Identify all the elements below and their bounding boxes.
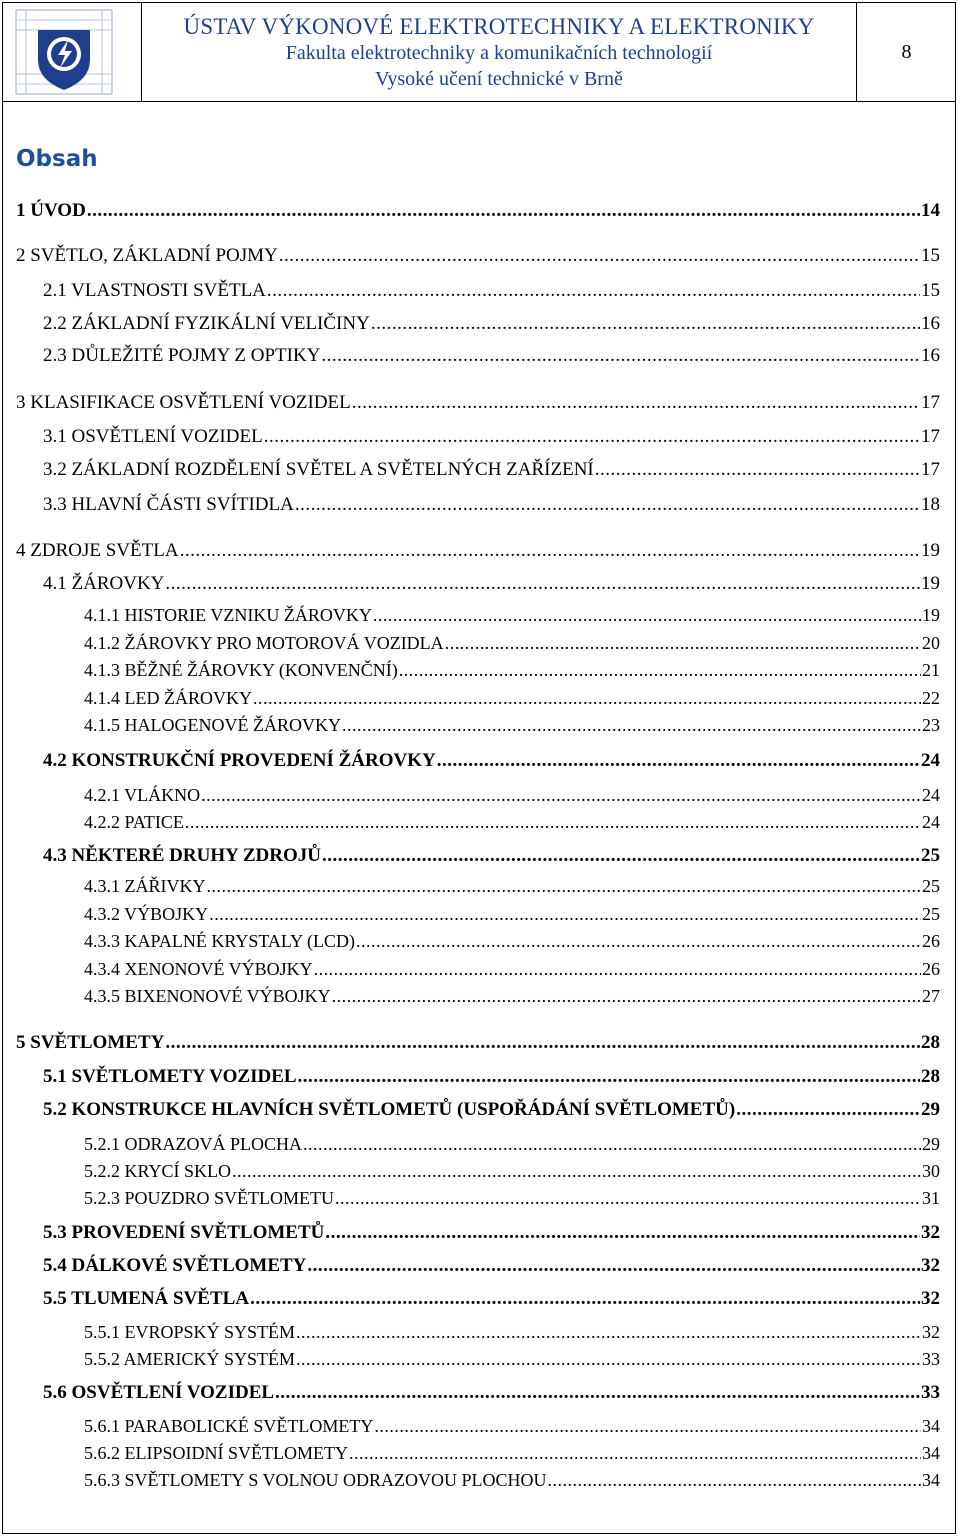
toc-entry[interactable]: [43, 750, 940, 772]
toc-entry-label: 3 KLASIFIKACE OSVĚTLENÍ VOZIDEL: [16, 392, 351, 413]
toc-entry-label: 4.1.5 HALOGENOVÉ ŽÁROVKY: [84, 715, 341, 735]
toc-entry-page: 16: [921, 345, 940, 366]
toc-entry-label: 4.3.3 KAPALNÉ KRYSTALY (LCD): [84, 931, 355, 951]
toc-entry[interactable]: [84, 1349, 940, 1370]
toc-entry[interactable]: [43, 1099, 940, 1121]
toc-entry-page: 25: [921, 845, 940, 866]
toc-dot-leader: [321, 345, 920, 367]
toc-dot-leader: [548, 1470, 922, 1491]
toc-entry-page: 33: [921, 1382, 940, 1403]
toc-entry[interactable]: [43, 345, 940, 367]
toc-dot-leader: [322, 845, 920, 867]
toc-dot-leader: [267, 280, 920, 302]
toc-entry[interactable]: [84, 1161, 940, 1182]
toc-entry-label: 4.2.2 PATICE: [84, 812, 184, 832]
toc-entry-page: 24: [921, 750, 940, 771]
toc-entry-label: 4.3.5 BIXENONOVÉ VÝBOJKY: [84, 986, 331, 1006]
toc-dot-leader: [595, 459, 920, 481]
toc-entry[interactable]: [84, 904, 940, 925]
toc-dot-leader: [335, 1188, 921, 1209]
header-title-block: [142, 2, 856, 102]
toc-entry-page: 23: [922, 715, 940, 735]
toc-entry[interactable]: [43, 459, 940, 481]
toc-dot-leader: [303, 1134, 921, 1155]
toc-entry-label: 4.1.4 LED ŽÁROVKY: [84, 688, 252, 708]
toc-entry[interactable]: [84, 959, 940, 980]
toc-dot-leader: [296, 1322, 921, 1343]
toc-dot-leader: [298, 1066, 920, 1088]
toc-dot-leader: [356, 931, 921, 952]
toc-entry-label: 2 SVĚTLO, ZÁKLADNÍ POJMY: [16, 245, 278, 266]
university-logo-icon: [2, 2, 142, 102]
toc-entry-label: 5.3 PROVEDENÍ SVĚTLOMETŮ: [43, 1222, 325, 1243]
toc-entry[interactable]: [43, 845, 940, 867]
toc-entry-page: 17: [921, 392, 940, 413]
toc-entry-label: 4.1.1 HISTORIE VZNIKU ŽÁROVKY: [84, 605, 372, 625]
toc-entry[interactable]: [84, 1188, 940, 1209]
toc-entry-label: 5.2.2 KRYCÍ SKLO: [84, 1161, 232, 1181]
toc-entry-page: 20: [922, 633, 940, 653]
toc-entry[interactable]: [43, 280, 940, 302]
toc-entry-page: 28: [921, 1032, 940, 1053]
toc-entry-page: 34: [922, 1416, 940, 1436]
toc-entry-page: 30: [922, 1161, 940, 1181]
toc-entry-page: 22: [922, 688, 940, 708]
toc-dot-leader: [209, 904, 921, 925]
toc-entry-page: 34: [922, 1443, 940, 1463]
toc-dot-leader: [325, 1222, 920, 1244]
toc-entry-label: 5.6 OSVĚTLENÍ VOZIDEL: [43, 1382, 275, 1403]
toc-entry-label: 3.2 ZÁKLADNÍ ROZDĚLENÍ SVĚTEL A SVĚTELNÝCH ZAŘÍZENÍ: [43, 459, 594, 480]
toc-entry[interactable]: [84, 1443, 940, 1464]
toc-entry[interactable]: [84, 931, 940, 952]
toc-entry[interactable]: [84, 715, 940, 736]
toc-dot-leader: [87, 200, 920, 222]
toc-entry[interactable]: [84, 688, 940, 709]
toc-entry-page: 32: [921, 1288, 940, 1309]
toc-entry[interactable]: [84, 1322, 940, 1343]
toc-entry[interactable]: [16, 1032, 940, 1054]
toc-entry[interactable]: [16, 540, 940, 562]
toc-dot-leader: [437, 750, 920, 772]
toc-entry-label: 4.2.1 VLÁKNO: [84, 785, 201, 805]
toc-dot-leader: [165, 573, 920, 595]
toc-entry-page: 18: [921, 494, 940, 515]
toc-dot-leader: [342, 715, 921, 736]
toc-entry-label: 4.1.3 BĚŽNÉ ŽÁROVKY (KONVENČNÍ): [84, 660, 398, 680]
toc-entry-page: 24: [922, 812, 940, 832]
toc-dot-leader: [165, 1032, 920, 1054]
toc-entry-label: 4.2 KONSTRUKČNÍ PROVEDENÍ ŽÁROVKY: [43, 750, 436, 771]
toc-entry[interactable]: [84, 605, 940, 626]
toc-dot-leader: [250, 1288, 920, 1310]
toc-entry-page: 14: [921, 200, 940, 221]
toc-entry-page: 26: [922, 959, 940, 979]
toc-entry-page: 16: [921, 313, 940, 334]
toc-dot-leader: [207, 876, 922, 897]
toc-entry-label: 3.3 HLAVNÍ ČÁSTI SVÍTIDLA: [43, 494, 294, 515]
toc-entry-page: 19: [921, 540, 940, 561]
toc-entry-label: 5.4 DÁLKOVÉ SVĚTLOMETY: [43, 1255, 307, 1276]
toc-entry[interactable]: [84, 660, 940, 681]
toc-entry-page: 15: [921, 245, 940, 266]
toc-entry[interactable]: [43, 313, 940, 335]
toc-entry-label: 5.1 SVĚTLOMETY VOZIDEL: [43, 1066, 297, 1087]
toc-entry[interactable]: [84, 876, 940, 897]
toc-entry[interactable]: [43, 573, 940, 595]
toc-dot-leader: [371, 313, 920, 335]
toc-dot-leader: [445, 633, 921, 654]
toc-entry-page: 25: [922, 876, 940, 896]
institute-name: ÚSTAV VÝKONOVÉ ELEKTROTECHNIKY A ELEKTRONIKY: [183, 14, 815, 39]
toc-entry-label: 5.5.2 AMERICKÝ SYSTÉM: [84, 1349, 296, 1369]
toc-entry-label: 5.2.3 POUZDRO SVĚTLOMETU: [84, 1188, 334, 1208]
toc-dot-leader: [373, 605, 921, 626]
toc-dot-leader: [279, 245, 920, 267]
toc-entry-label: 5.6.3 SVĚTLOMETY S VOLNOU ODRAZOVOU PLOCHOU: [84, 1470, 547, 1490]
toc-dot-leader: [264, 426, 920, 448]
toc-entry-label: 4.1.2 ŽÁROVKY PRO MOTOROVÁ VOZIDLA: [84, 633, 444, 653]
toc-dot-leader: [332, 986, 921, 1007]
toc-entry-label: 2.1 VLASTNOSTI SVĚTLA: [43, 280, 266, 301]
toc-entry[interactable]: [43, 1255, 940, 1277]
toc-entry-label: 5.5.1 EVROPSKÝ SYSTÉM: [84, 1322, 296, 1342]
toc-dot-leader: [314, 959, 921, 980]
toc-entry-label: 2.3 DŮLEŽITÉ POJMY Z OPTIKY: [43, 345, 321, 366]
toc-entry-page: 32: [921, 1255, 940, 1276]
toc-dot-leader: [736, 1099, 920, 1121]
faculty-name: Fakulta elektrotechniky a komunikačních technologií: [285, 42, 713, 64]
toc-entry-page: 17: [921, 459, 940, 480]
toc-entry-page: 19: [922, 605, 940, 625]
toc-entry-label: 4 ZDROJE SVĚTLA: [16, 540, 179, 561]
toc-entry[interactable]: [43, 494, 940, 516]
toc-dot-leader: [185, 812, 921, 833]
toc-entry-page: 34: [922, 1470, 940, 1490]
toc-entry-page: 31: [922, 1188, 940, 1208]
toc-entry[interactable]: [84, 812, 940, 833]
toc-entry-label: 5.6.1 PARABOLICKÉ SVĚTLOMETY: [84, 1416, 374, 1436]
toc-dot-leader: [374, 1416, 921, 1437]
toc-entry-page: 29: [922, 1134, 940, 1154]
toc-entry-page: 15: [921, 280, 940, 301]
toc-entry-page: 29: [921, 1099, 940, 1120]
toc-entry[interactable]: [84, 986, 940, 1007]
university-name: Vysoké učení technické v Brně: [375, 68, 623, 90]
toc-entry-page: 32: [922, 1322, 940, 1342]
toc-dot-leader: [201, 785, 921, 806]
toc-entry-label: 3.1 OSVĚTLENÍ VOZIDEL: [43, 426, 263, 447]
toc-dot-leader: [307, 1255, 920, 1277]
toc-entry-label: 4.3.2 VÝBOJKY: [84, 904, 209, 924]
toc-entry-page: 24: [922, 785, 940, 805]
toc-entry[interactable]: [84, 633, 940, 654]
toc-dot-leader: [399, 660, 921, 681]
toc-entry[interactable]: [43, 1382, 940, 1404]
logo-cell: [2, 2, 142, 102]
toc-entry[interactable]: [84, 1470, 940, 1491]
toc-entry-label: 5.5 TLUMENÁ SVĚTLA: [43, 1288, 250, 1309]
page-number: 8: [856, 2, 956, 102]
toc-entry-page: 21: [922, 660, 940, 680]
toc-dot-leader: [253, 688, 921, 709]
toc-entry[interactable]: [43, 1288, 940, 1310]
toc-entry-page: 26: [922, 931, 940, 951]
toc-entry-page: 19: [921, 573, 940, 594]
toc-entry[interactable]: [43, 1222, 940, 1244]
page-header: [2, 2, 956, 102]
toc-dot-leader: [296, 1349, 921, 1370]
toc-entry[interactable]: [43, 426, 940, 448]
toc-dot-leader: [352, 392, 920, 414]
toc-entry[interactable]: [43, 1066, 940, 1088]
toc-entry-label: 4.3 NĚKTERÉ DRUHY ZDROJŮ: [43, 845, 321, 866]
toc-entry-label: 4.3.1 ZÁŘIVKY: [84, 876, 206, 896]
toc-entry[interactable]: [16, 245, 940, 267]
toc-entry[interactable]: [84, 785, 940, 806]
toc-entry-page: 17: [921, 426, 940, 447]
toc-entry[interactable]: [16, 392, 940, 414]
toc-dot-leader: [349, 1443, 921, 1464]
toc-dot-leader: [232, 1161, 921, 1182]
toc-entry-label: 4.1 ŽÁROVKY: [43, 573, 165, 594]
toc-entry-page: 33: [922, 1349, 940, 1369]
toc-entry[interactable]: [84, 1416, 940, 1437]
toc-entry-label: 1 ÚVOD: [16, 200, 86, 221]
toc-entry-label: 5.6.2 ELIPSOIDNÍ SVĚTLOMETY: [84, 1443, 348, 1463]
toc-entry-page: 27: [922, 986, 940, 1006]
toc-dot-leader: [180, 540, 920, 562]
toc-entry-label: 5 SVĚTLOMETY: [16, 1032, 165, 1053]
toc-entry-page: 25: [922, 904, 940, 924]
toc-entry[interactable]: [84, 1134, 940, 1155]
toc-entry-label: 2.2 ZÁKLADNÍ FYZIKÁLNÍ VELIČINY: [43, 313, 370, 334]
toc-entry[interactable]: [16, 200, 940, 222]
toc-entry-label: 4.3.4 XENONOVÉ VÝBOJKY: [84, 959, 313, 979]
toc-entry-label: 5.2 KONSTRUKCE HLAVNÍCH SVĚTLOMETŮ (USPOŘÁDÁNÍ SVĚTLOMETŮ): [43, 1099, 736, 1120]
toc-entry-page: 32: [921, 1222, 940, 1243]
toc-dot-leader: [295, 494, 920, 516]
toc-title: Obsah: [16, 146, 98, 172]
toc-dot-leader: [275, 1382, 920, 1404]
toc-entry-label: 5.2.1 ODRAZOVÁ PLOCHA: [84, 1134, 303, 1154]
toc-entry-page: 28: [921, 1066, 940, 1087]
